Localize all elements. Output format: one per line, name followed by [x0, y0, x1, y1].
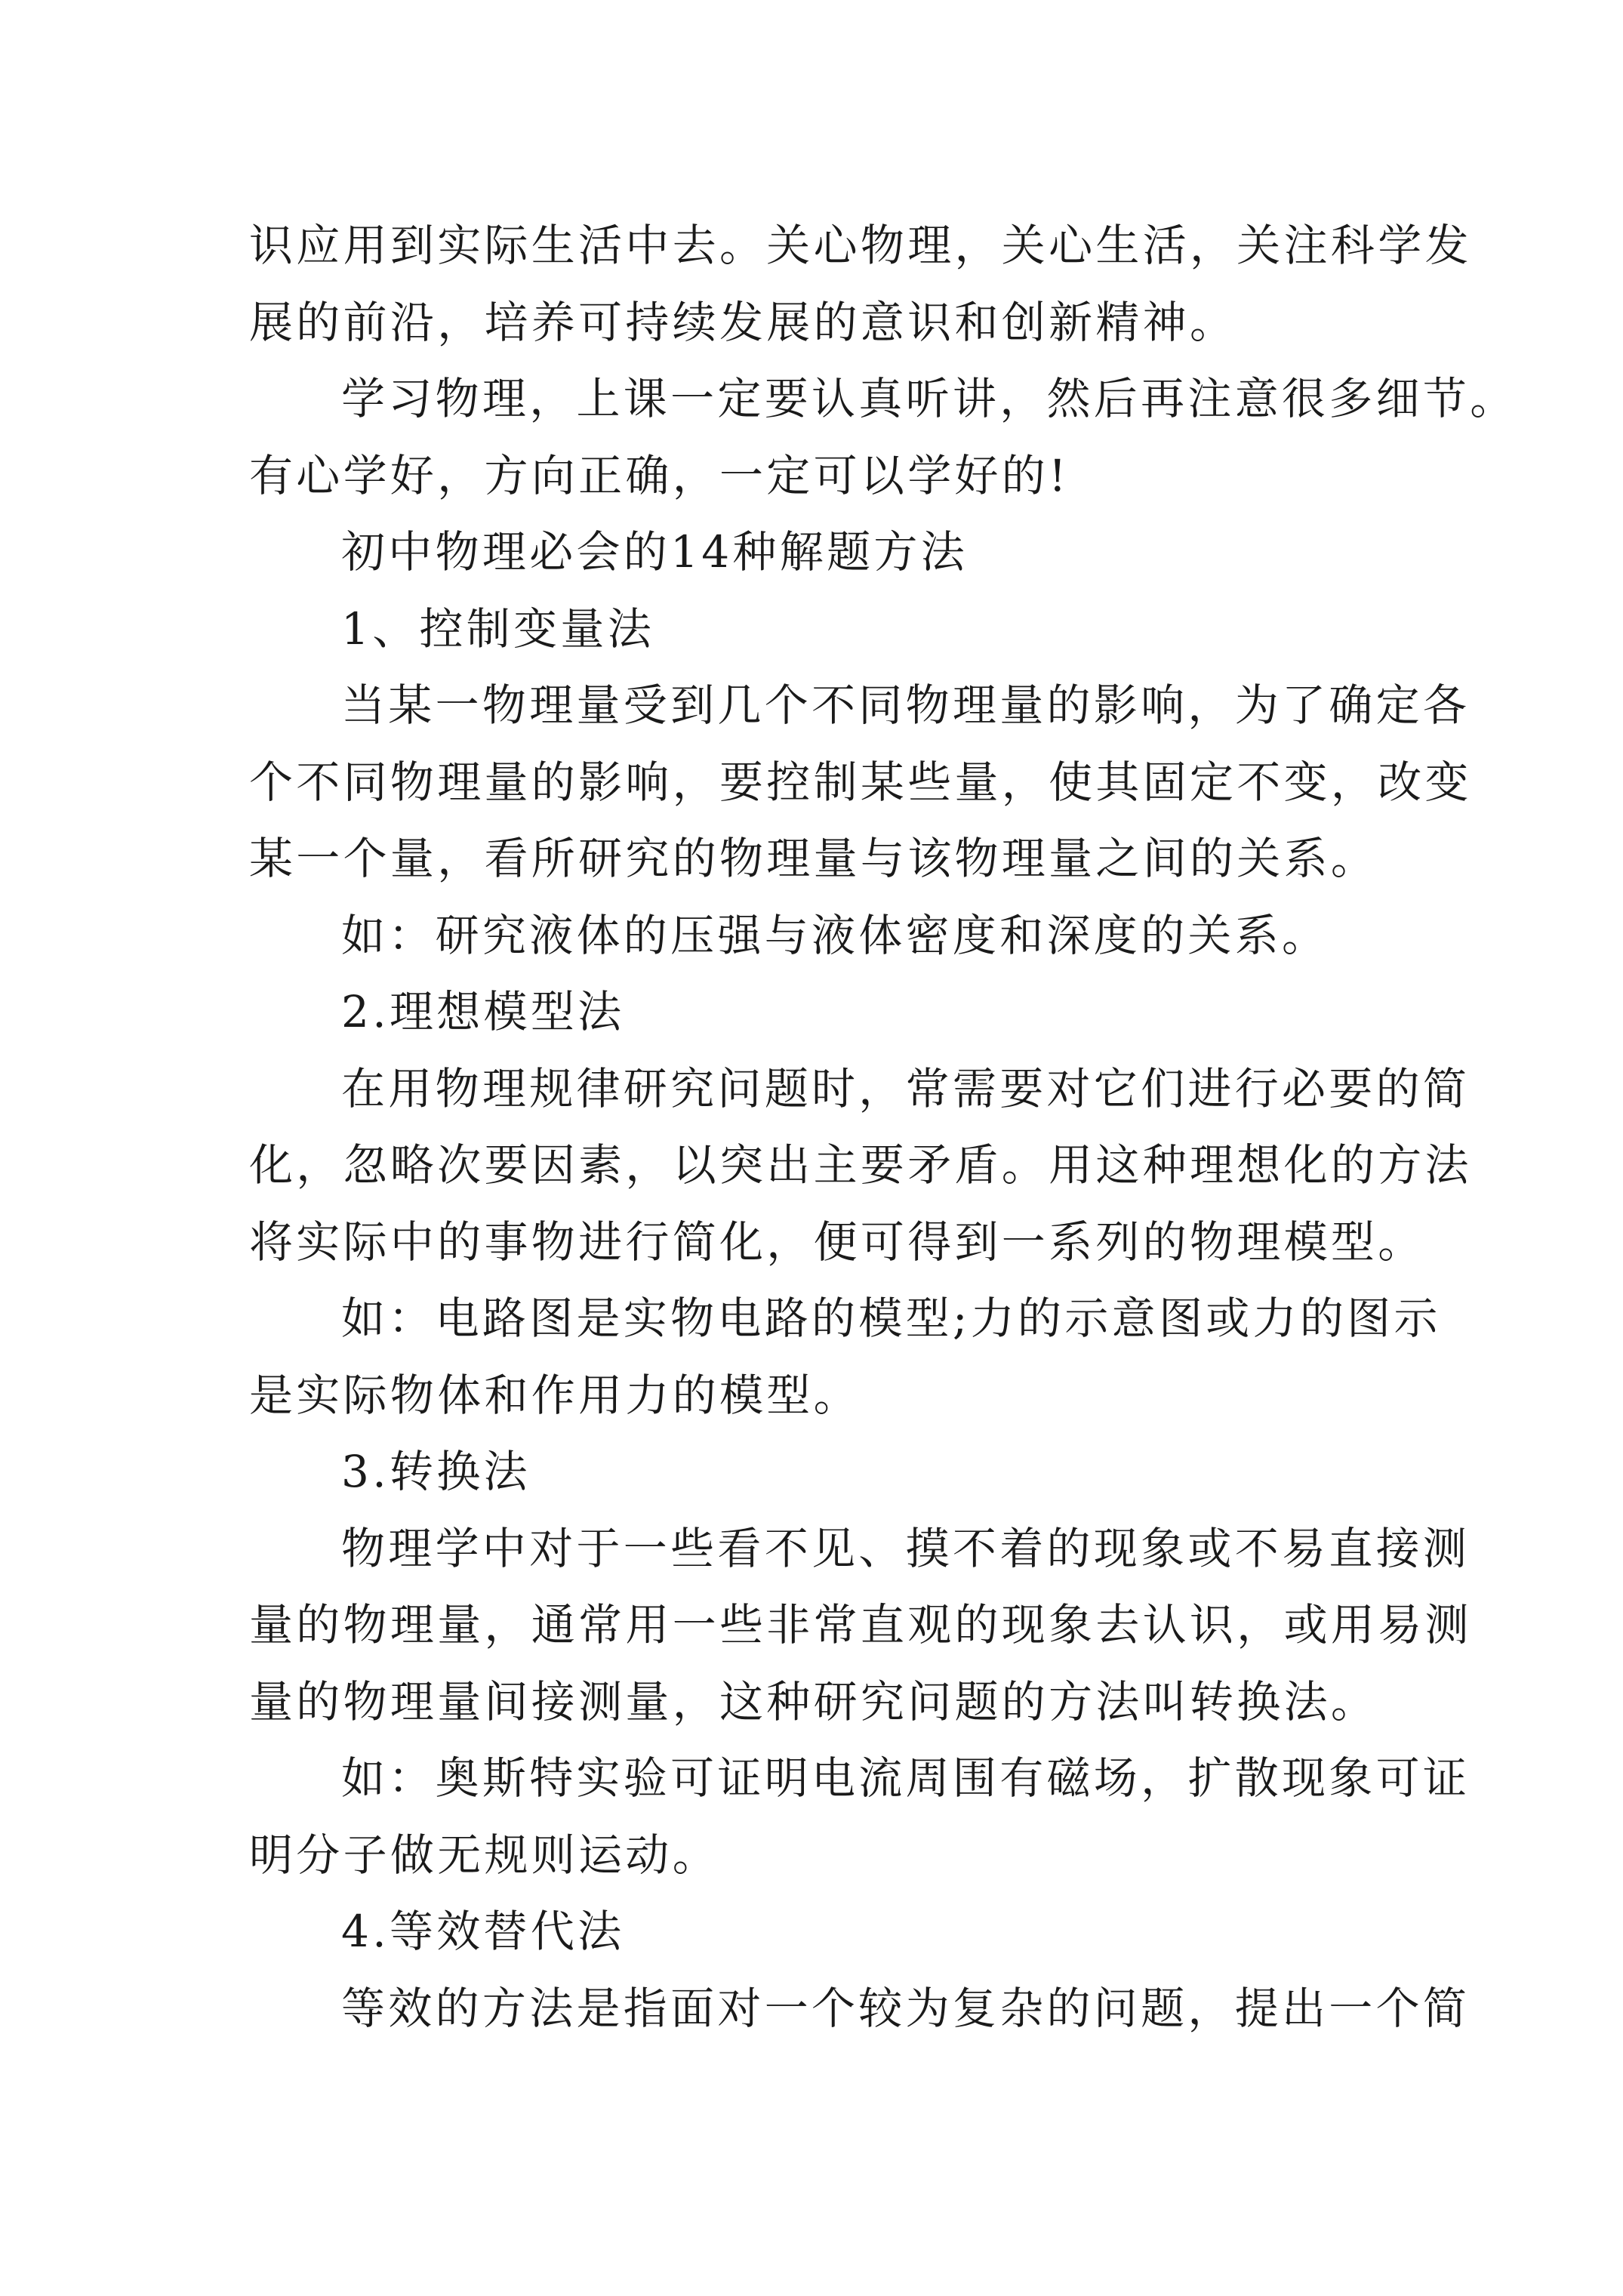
text-line: 某一个量，看所研究的物理量与该物理量之间的关系。 [249, 833, 1378, 884]
method-heading: 2.理想模型法 [341, 986, 625, 1037]
text-line: 学习物理，上课一定要认真听讲，然后再注意很多细节。 [341, 373, 1517, 424]
example-line: 如：电路图是实物电路的模型;力的示意图或力的图示 [341, 1293, 1441, 1344]
text-line: 个不同物理量的影响，要控制某些量，使其固定不变，改变 [249, 756, 1472, 808]
text-line: 物理学中对于一些看不见、摸不着的现象或不易直接测 [341, 1522, 1471, 1574]
text-line: 展的前沿，培养可持续发展的意识和创新精神。 [249, 296, 1237, 348]
text-line: 将实际中的事物进行简化，便可得到一系列的物理模型。 [249, 1216, 1425, 1268]
method-heading: 3.转换法 [341, 1446, 531, 1497]
text-line: 在用物理规律研究问题时，常需要对它们进行必要的简 [341, 1062, 1471, 1114]
example-line: 如：研究液体的压强与液体密度和深度的关系。 [341, 909, 1329, 961]
text-line: 是实际物体和作用力的模型。 [249, 1369, 861, 1421]
example-line: 如：奥斯特实验可证明电流周围有磁场，扩散现象可证 [341, 1752, 1471, 1804]
method-heading: 1、控制变量法 [341, 603, 655, 655]
text-line: 量的物理量，通常用一些非常直观的现象去认识，或用易测 [249, 1599, 1472, 1650]
document-body [249, 208, 1517, 2047]
text-line: 等效的方法是指面对一个较为复杂的问题，提出一个简 [341, 1982, 1471, 2034]
section-title: 初中物理必会的14种解题方法 [341, 526, 969, 578]
text-line: 化，忽略次要因素，以突出主要矛盾。用这种理想化的方法 [249, 1139, 1472, 1191]
text-line: 当某一物理量受到几个不同物理量的影响，为了确定各 [341, 680, 1471, 731]
text-line: 有心学好，方向正确，一定可以学好的! [249, 449, 1070, 501]
method-heading: 4.等效替代法 [341, 1906, 625, 1957]
text-line: 识应用到实际生活中去。关心物理，关心生活，关注科学发 [249, 220, 1472, 271]
text-line: 明分子做无规则运动。 [249, 1829, 720, 1881]
text-line: 量的物理量间接测量，这种研究问题的方法叫转换法。 [249, 1675, 1378, 1727]
